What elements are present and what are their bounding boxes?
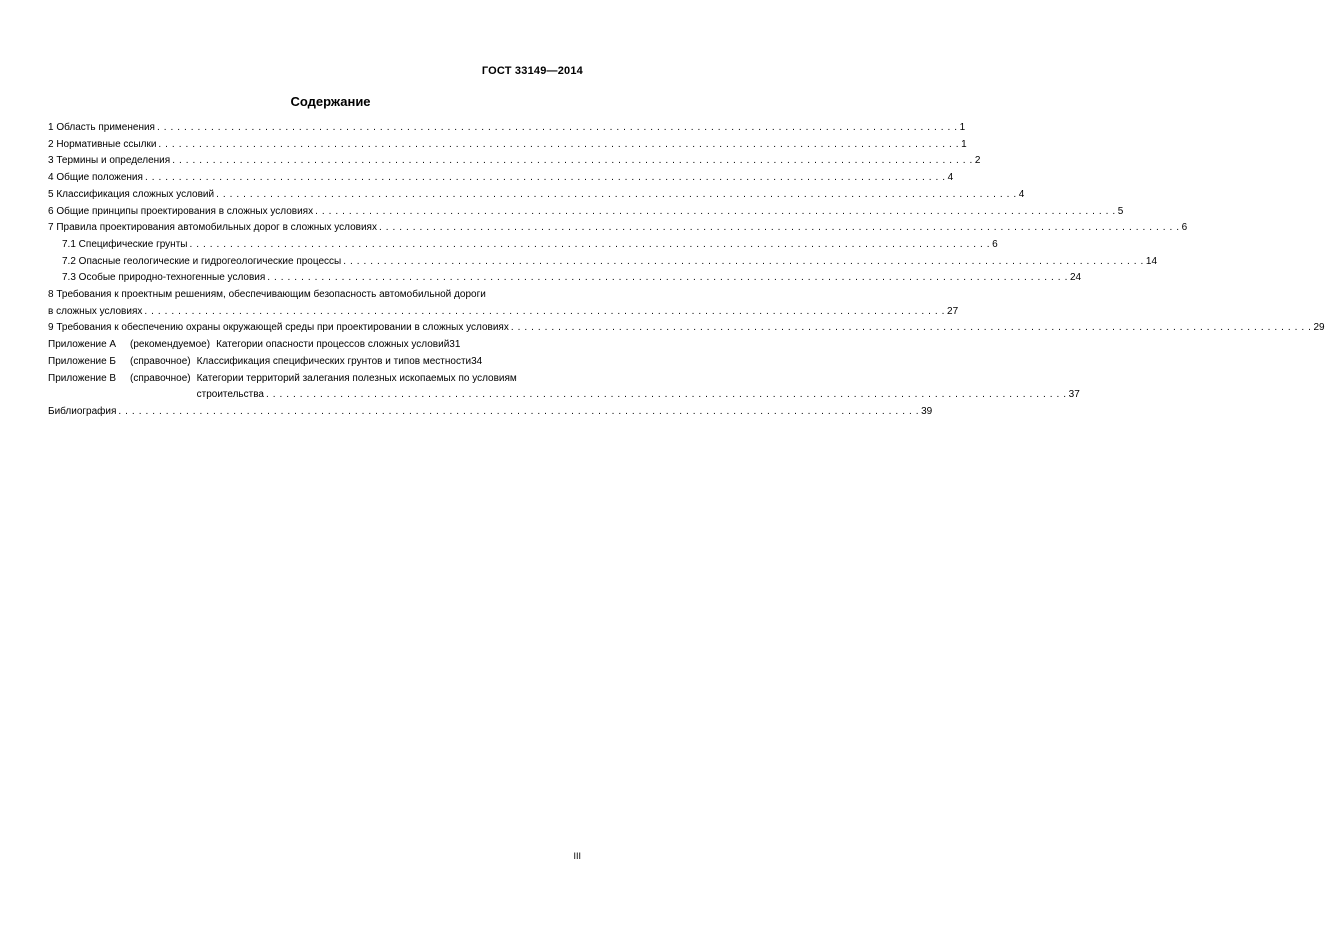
dot-leader xyxy=(511,320,1312,337)
toc-entry-page: 34 xyxy=(471,355,483,367)
toc-entry[interactable] xyxy=(48,187,1025,204)
toc-subentry[interactable] xyxy=(48,254,1158,271)
toc-entry[interactable] xyxy=(48,153,981,170)
toc-entry[interactable] xyxy=(48,137,967,154)
appendix-title: Категории территорий залегания полезных ископаемых по условиям xyxy=(196,372,517,384)
toc-entry-page: 6 xyxy=(992,238,998,250)
toc-entry[interactable] xyxy=(48,204,1124,221)
toc-entry[interactable] xyxy=(48,287,959,320)
dot-leader xyxy=(189,237,990,254)
appendix-title: Классификация специфических грунтов и типов местности xyxy=(196,355,472,367)
toc-entry-bibliography[interactable] xyxy=(48,404,933,421)
toc-entry-text-continued: в сложных условиях xyxy=(48,305,143,317)
dot-leader xyxy=(172,153,973,170)
toc-appendix[interactable] xyxy=(48,371,1080,404)
appendix-label: Приложение А xyxy=(48,339,117,351)
document-standard-number: ГОСТ 33149—2014 xyxy=(481,65,583,77)
toc-entry-text: 6 Общие принципы проектирования в сложных условиях xyxy=(48,205,314,217)
table-of-contents xyxy=(48,120,1325,421)
dot-leader xyxy=(343,254,1144,271)
toc-entry-text: 4 Общие положения xyxy=(48,172,143,184)
dot-leader xyxy=(379,220,1180,237)
toc-entry-text: 9 Требования к обеспечению охраны окружающей среды при проектировании в сложных условиях xyxy=(48,322,509,334)
dot-leader xyxy=(144,304,945,321)
toc-entry-page: 6 xyxy=(1181,222,1188,234)
appendix-type: (справочное) xyxy=(130,355,191,367)
toc-entry-page: 4 xyxy=(947,172,954,184)
dot-leader xyxy=(145,170,946,187)
toc-entry-page: 1 xyxy=(959,122,966,133)
dot-leader xyxy=(266,387,1067,404)
appendix-label: Приложение Б xyxy=(48,355,116,367)
toc-entry-page: 14 xyxy=(1145,255,1158,267)
toc-entry[interactable] xyxy=(48,320,1325,337)
toc-entry-text: 7.2 Опасные геологические и гидрогеологические процессы xyxy=(62,255,342,267)
toc-entry-page: 5 xyxy=(1117,205,1124,217)
toc-entry-text: 2 Нормативные ссылки xyxy=(48,138,157,150)
toc-entry[interactable] xyxy=(48,120,966,137)
toc-entry-text: 7 Правила проектирования автомобильных дорог в сложных условиях xyxy=(48,222,377,234)
dot-leader xyxy=(158,137,959,154)
toc-entry[interactable] xyxy=(48,220,1188,237)
toc-subentry[interactable] xyxy=(48,270,1082,287)
toc-entry-page: 4 xyxy=(1018,188,1025,200)
appendix-title-continued: строительства xyxy=(196,389,264,401)
appendix-title: Категории опасности процессов сложных условий xyxy=(216,339,450,351)
toc-entry[interactable] xyxy=(48,170,954,187)
toc-appendix[interactable] xyxy=(48,337,583,354)
appendix-label: Приложение В xyxy=(48,372,117,384)
toc-entry-text: 8 Требования к проектным решениям, обеспечивающим безопасность автомобильной дороги xyxy=(48,289,486,301)
toc-entry-page: 27 xyxy=(947,305,959,317)
toc-entry-page: 31 xyxy=(449,339,461,351)
dot-leader xyxy=(157,120,958,137)
dot-leader xyxy=(118,404,919,421)
toc-entry-text: Библиография xyxy=(48,405,117,417)
appendix-type: (рекомендуемое) xyxy=(130,339,211,351)
toc-entry-page: 39 xyxy=(921,405,933,417)
toc-entry-text: 1 Область применения xyxy=(48,122,155,133)
toc-entry-page: 37 xyxy=(1068,389,1080,401)
toc-entry-page: 24 xyxy=(1069,272,1082,284)
dot-leader xyxy=(216,187,1017,204)
toc-entry-page: 1 xyxy=(961,138,967,150)
toc-title: Содержание xyxy=(290,94,371,109)
toc-entry-text: 7.1 Специфические грунты xyxy=(62,238,188,250)
dot-leader xyxy=(267,270,1068,287)
toc-entry-text: 5 Классификация сложных условий xyxy=(48,188,215,200)
toc-subentry[interactable] xyxy=(48,237,998,254)
toc-entry-page: 29 xyxy=(1313,322,1325,334)
toc-entry-page: 2 xyxy=(974,155,981,167)
toc-entry-text: 3 Термины и определения xyxy=(48,155,171,167)
page-number: III xyxy=(573,851,581,861)
appendix-type: (справочное) xyxy=(130,372,191,384)
toc-appendix[interactable] xyxy=(48,354,583,371)
toc-entry-text: 7.3 Особые природно-техногенные условия xyxy=(62,272,266,284)
dot-leader xyxy=(315,204,1116,221)
